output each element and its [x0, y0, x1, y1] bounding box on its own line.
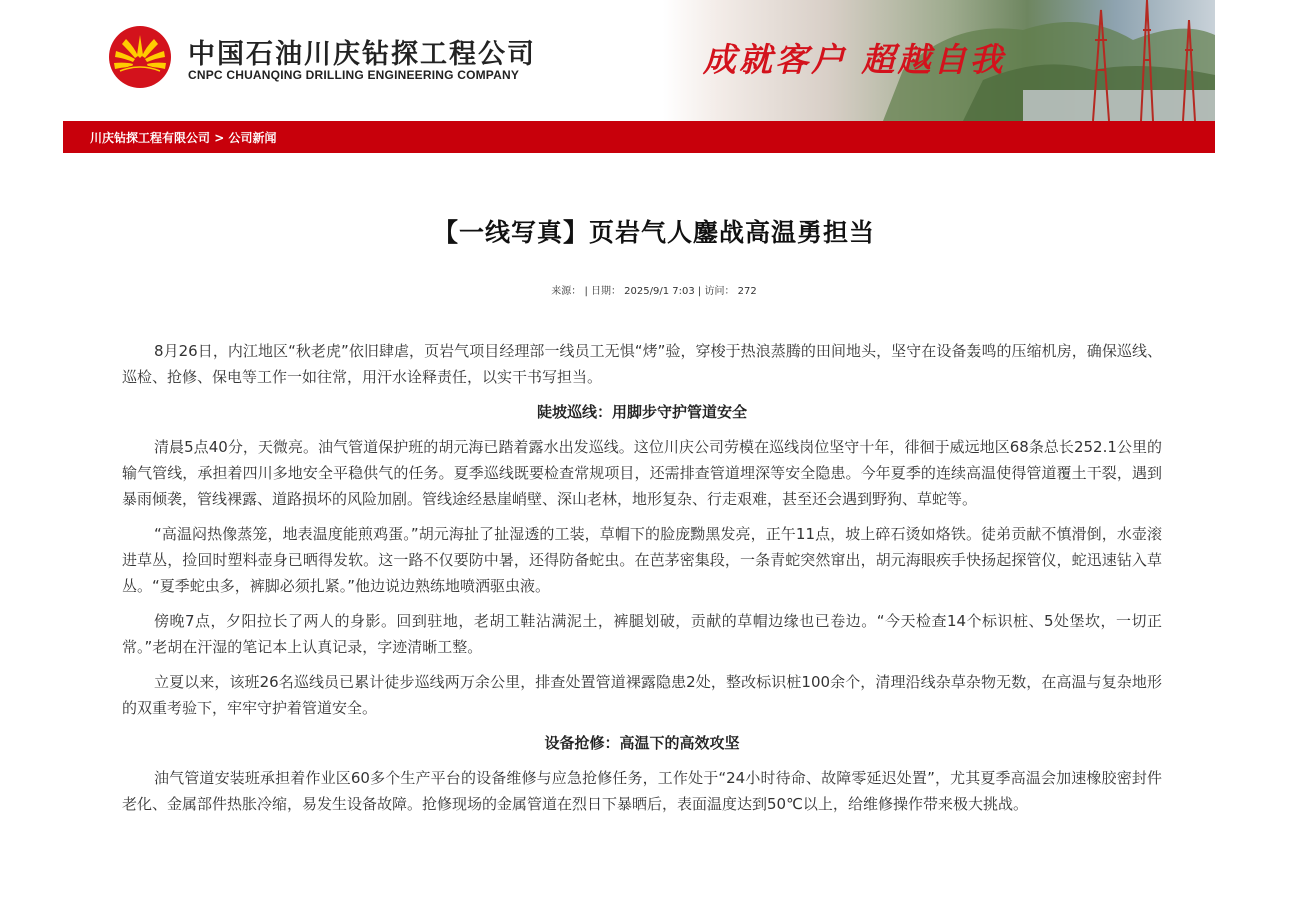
site-header [63, 0, 1215, 121]
article-meta: 来源： | 日期： 2025/9/1 7:03 | 访问： 272 [551, 286, 757, 297]
breadcrumb-bar [63, 121, 1215, 153]
paragraph: 清晨5点40分，天微亮。油气管道保护班的胡元海已踏着露水出发巡线。这位川庆公司劳模在巡线岗位坚守十年，徘徊于威远地区68条总长252.1公里的输气管线，承担着四川多地安全平稳供气的任务。夏季巡线既要检查常规项目，还需排查管道埋深等安全隐患。今年夏季的连续高温使得管道覆土干裂，遇到暴雨倾袭，管线裸露、道路损坏的风险加剧。管线途经悬崖峭壁、深山老林，地形复杂、行走艰难，甚至还会遇到野狗、草蛇等。 [122, 438, 1162, 508]
breadcrumb-separator: > [210, 131, 229, 145]
article-title: 【一线写真】页岩气人鏖战高温勇担当 [432, 218, 875, 247]
header-banner [663, 0, 1215, 121]
paragraph: 油气管道安装班承担着作业区60多个生产平台的设备维修与应急抢修任务，工作处于“24小时待命、故障零延迟处置”，尤其夏季高温会加速橡胶密封件老化、金属部件热胀冷缩，易发生设备故障。抢修现场的金属管道在烈日下暴晒后，表面温度达到50℃以上，给维修操作带来极大挑战。 [122, 769, 1162, 813]
company-name-en: CNPC CHUANQING DRILLING ENGINEERING COMPANY [188, 68, 520, 82]
paragraph: “高温闷热像蒸笼，地表温度能煎鸡蛋。”胡元海扯了扯湿透的工装，草帽下的脸庞黝黑发亮，正午11点，坡上碎石烫如烙铁。徒弟贡献不慎滑倒，水壶滚进草丛，捡回时塑料壶身已晒得发软。这一路不仅要防中暑，还得防备蛇虫。在芭茅密集段，一条青蛇突然窜出，胡元海眼疾手快扬起探管仪，蛇迅速钻入草丛。“夏季蛇虫多，裤脚必须扎紧。”他边说边熟练地喷洒驱虫液。 [122, 525, 1162, 595]
company-name-cn: 中国石油川庆钻探工程公司 [188, 39, 536, 70]
article-body [122, 338, 1162, 826]
paragraph: 8月26日，内江地区“秋老虎”依旧肆虐，页岩气项目经理部一线员工无惧“烤”验，穿梭于热浪蒸腾的田间地头，坚守在设备轰鸣的压缩机房，确保巡线、巡检、抢修、保电等工作一如往常，用汗水诠释责任，以实干书写担当。 [122, 342, 1162, 386]
cnpc-logo-icon [108, 25, 172, 89]
section-heading: 设备抢修：高温下的高效攻坚 [544, 734, 740, 752]
paragraph: 立夏以来，该班26名巡线员已累计徒步巡线两万余公里，排查处置管道裸露隐患2处，整改标识桩100余个，清理沿线杂草杂物无数，在高温与复杂地形的双重考验下，牢牢守护着管道安全。 [122, 673, 1162, 717]
breadcrumb-home-link[interactable]: 川庆钻探工程有限公司 [90, 131, 211, 145]
section-heading: 陡坡巡线：用脚步守护管道安全 [536, 403, 747, 421]
breadcrumb [90, 129, 276, 146]
breadcrumb-current-link[interactable]: 公司新闻 [228, 131, 277, 145]
paragraph: 傍晚7点，夕阳拉长了两人的身影。回到驻地，老胡工鞋沾满泥土，裤腿划破，贡献的草帽边缘也已卷边。“今天检查14个标识桩、5处堡坎，一切正常。”老胡在汗湿的笔记本上认真记录，字迹清晰工整。 [122, 612, 1162, 656]
slogan: 成就客户 超越自我 [703, 40, 1006, 79]
